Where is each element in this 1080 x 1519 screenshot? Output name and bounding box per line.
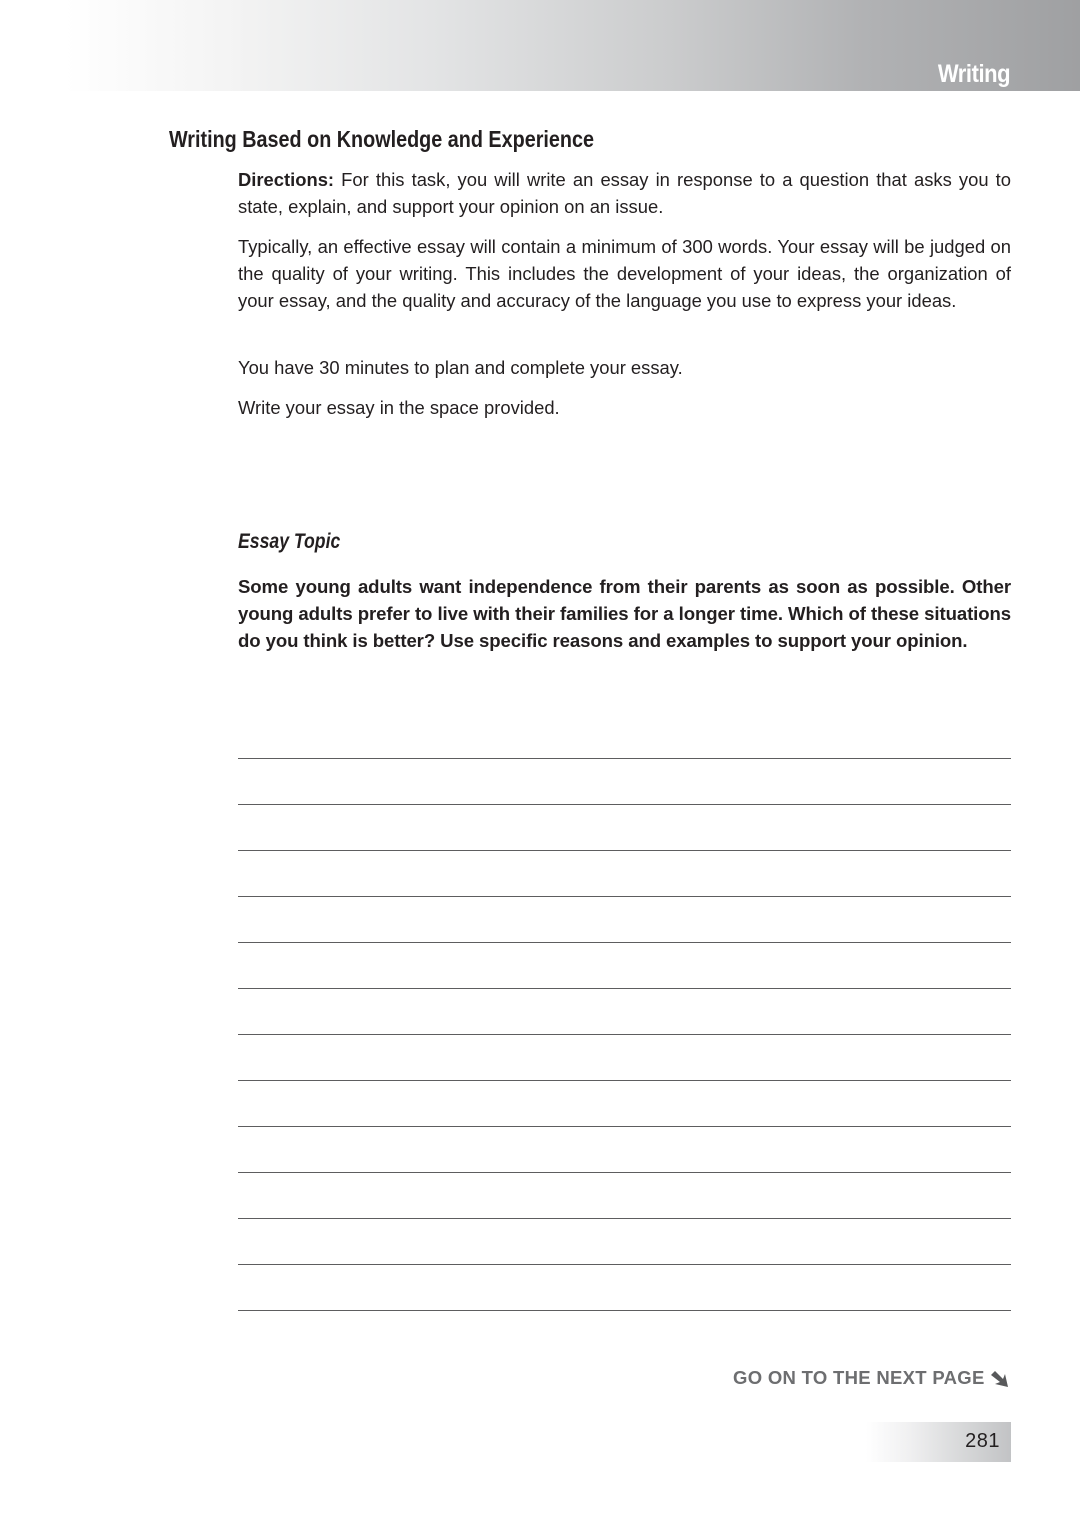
- length-requirement-paragraph: Typically, an effective essay will contain a minimum of 300 words. Your essay will be judged on the quality of your writing. This includes the development of your ideas, the organization of your essay, and the quality and accuracy of the language you use to express your ideas.: [238, 236, 1011, 311]
- header-band: [0, 0, 1080, 91]
- answer-line[interactable]: [238, 1264, 1011, 1265]
- section-label: Writing: [937, 60, 1010, 88]
- arrow-down-right-icon: [990, 1369, 1010, 1389]
- answer-line[interactable]: [238, 1218, 1011, 1219]
- answer-line[interactable]: [238, 850, 1011, 851]
- write-instruction-paragraph: Write your essay in the space provided.: [238, 397, 560, 418]
- answer-line[interactable]: [238, 1080, 1011, 1081]
- essay-topic-heading: Essay Topic: [238, 530, 341, 553]
- answer-line[interactable]: [238, 804, 1011, 805]
- page-number: 281: [965, 1430, 1000, 1452]
- answer-line[interactable]: [238, 988, 1011, 989]
- answer-line[interactable]: [238, 1126, 1011, 1127]
- answer-line[interactable]: [238, 758, 1011, 759]
- page-title: Writing Based on Knowledge and Experience: [169, 126, 594, 152]
- directions-label: Directions:: [238, 169, 335, 190]
- answer-line[interactable]: [238, 896, 1011, 897]
- directions-text: For this task, you will write an essay in response to a question that asks you to state, explain, and support your opinion on an issue.: [238, 169, 1011, 217]
- answer-line[interactable]: [238, 1172, 1011, 1173]
- go-on-next-page: [733, 1367, 1010, 1389]
- answer-line[interactable]: [238, 1310, 1011, 1311]
- answer-line[interactable]: [238, 1034, 1011, 1035]
- directions-paragraph: [238, 166, 1011, 220]
- essay-topic-prompt: Some young adults want independence from their parents as soon as possible. Other young adults prefer to live with their families for a longer time. Which of these situations do you think is better? Use specific reasons and examples to support your opinion.: [238, 576, 1011, 651]
- answer-line[interactable]: [238, 942, 1011, 943]
- time-limit-paragraph: You have 30 minutes to plan and complete your essay.: [238, 357, 683, 378]
- go-on-text: GO ON TO THE NEXT PAGE: [733, 1367, 985, 1388]
- page-number-box: [866, 1422, 1011, 1462]
